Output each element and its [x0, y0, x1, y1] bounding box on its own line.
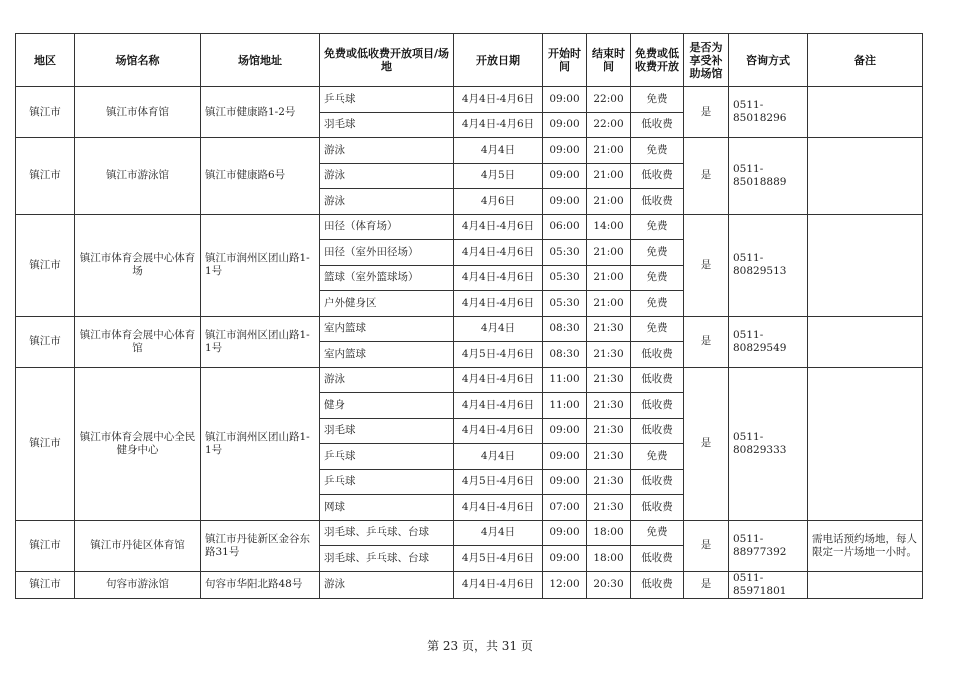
project-cell: 游泳 [320, 138, 454, 164]
note-cell [808, 571, 923, 598]
venue-table [15, 33, 923, 599]
region-cell: 镇江市 [16, 367, 75, 520]
fee-cell: 免费 [631, 265, 684, 291]
end-time-cell: 22:00 [587, 87, 631, 113]
fee-cell: 低收费 [631, 342, 684, 368]
subsidy-cell: 是 [684, 316, 729, 367]
project-cell: 游泳 [320, 367, 454, 393]
fee-cell: 低收费 [631, 571, 684, 598]
start-time-cell: 09:00 [543, 520, 587, 546]
project-cell: 羽毛球 [320, 112, 454, 138]
fee-cell: 低收费 [631, 367, 684, 393]
end-time-cell: 21:00 [587, 240, 631, 266]
fee-cell: 低收费 [631, 546, 684, 572]
venue-name-cell: 镇江市体育会展中心体育场 [75, 214, 201, 316]
contact-cell: 0511-80829333 [729, 367, 808, 520]
project-cell: 游泳 [320, 163, 454, 189]
project-cell: 乒乓球 [320, 87, 454, 113]
header-project: 免费或低收费开放项目/场地 [320, 34, 454, 87]
project-cell: 羽毛球、乒乓球、台球 [320, 546, 454, 572]
date-cell: 4月4日-4月6日 [454, 393, 543, 419]
venue-address-cell: 镇江市丹徒新区金谷东路31号 [201, 520, 320, 571]
date-cell: 4月4日 [454, 316, 543, 342]
date-cell: 4月4日-4月6日 [454, 367, 543, 393]
region-cell: 镇江市 [16, 214, 75, 316]
end-time-cell: 18:00 [587, 520, 631, 546]
date-cell: 4月4日 [454, 520, 543, 546]
header-row [16, 34, 923, 87]
end-time-cell: 21:00 [587, 291, 631, 317]
fee-cell: 免费 [631, 520, 684, 546]
end-time-cell: 21:30 [587, 316, 631, 342]
table-row [16, 571, 923, 598]
contact-cell: 0511-80829513 [729, 214, 808, 316]
fee-cell: 免费 [631, 316, 684, 342]
start-time-cell: 09:00 [543, 546, 587, 572]
fee-cell: 低收费 [631, 418, 684, 444]
start-time-cell: 09:00 [543, 138, 587, 164]
venue-address-cell: 镇江市润州区团山路1-1号 [201, 367, 320, 520]
contact-cell: 0511-85018296 [729, 87, 808, 138]
end-time-cell: 14:00 [587, 214, 631, 240]
end-time-cell: 21:00 [587, 163, 631, 189]
note-cell [808, 138, 923, 215]
venue-name-cell: 镇江市体育馆 [75, 87, 201, 138]
end-time-cell: 21:30 [587, 342, 631, 368]
venue-address-cell: 镇江市润州区团山路1-1号 [201, 214, 320, 316]
start-time-cell: 11:00 [543, 393, 587, 419]
table-row [16, 87, 923, 113]
start-time-cell: 06:00 [543, 214, 587, 240]
project-cell: 乒乓球 [320, 444, 454, 470]
venue-name-cell: 镇江市丹徒区体育馆 [75, 520, 201, 571]
start-time-cell: 05:30 [543, 240, 587, 266]
start-time-cell: 09:00 [543, 189, 587, 215]
end-time-cell: 21:30 [587, 393, 631, 419]
fee-cell: 免费 [631, 87, 684, 113]
fee-cell: 免费 [631, 291, 684, 317]
date-cell: 4月4日-4月6日 [454, 571, 543, 598]
header-start: 开始时间 [543, 34, 587, 87]
venue-address-cell: 镇江市润州区团山路1-1号 [201, 316, 320, 367]
start-time-cell: 07:00 [543, 495, 587, 521]
end-time-cell: 21:00 [587, 189, 631, 215]
end-time-cell: 21:00 [587, 138, 631, 164]
date-cell: 4月5日-4月6日 [454, 342, 543, 368]
end-time-cell: 21:00 [587, 265, 631, 291]
date-cell: 4月4日-4月6日 [454, 418, 543, 444]
header-end: 结束时间 [587, 34, 631, 87]
venue-name-cell: 镇江市体育会展中心全民健身中心 [75, 367, 201, 520]
header-region: 地区 [16, 34, 75, 87]
header-address: 场馆地址 [201, 34, 320, 87]
project-cell: 乒乓球 [320, 469, 454, 495]
start-time-cell: 09:00 [543, 418, 587, 444]
venue-name-cell: 镇江市游泳馆 [75, 138, 201, 215]
start-time-cell: 09:00 [543, 163, 587, 189]
table-row [16, 520, 923, 546]
date-cell: 4月4日-4月6日 [454, 240, 543, 266]
venue-address-cell: 镇江市健康路1-2号 [201, 87, 320, 138]
note-cell: 需电话预约场地，每人限定一片场地一小时。 [808, 520, 923, 571]
fee-cell: 低收费 [631, 393, 684, 419]
date-cell: 4月5日 [454, 163, 543, 189]
end-time-cell: 21:30 [587, 367, 631, 393]
project-cell: 羽毛球 [320, 418, 454, 444]
date-cell: 4月6日 [454, 189, 543, 215]
date-cell: 4月4日-4月6日 [454, 265, 543, 291]
header-venue: 场馆名称 [75, 34, 201, 87]
project-cell: 田径（体育场） [320, 214, 454, 240]
header-fee: 免费或低收费开放 [631, 34, 684, 87]
project-cell: 健身 [320, 393, 454, 419]
project-cell: 游泳 [320, 189, 454, 215]
table-row [16, 316, 923, 342]
start-time-cell: 09:00 [543, 112, 587, 138]
date-cell: 4月4日-4月6日 [454, 291, 543, 317]
date-cell: 4月4日 [454, 444, 543, 470]
end-time-cell: 18:00 [587, 546, 631, 572]
fee-cell: 低收费 [631, 469, 684, 495]
subsidy-cell: 是 [684, 571, 729, 598]
region-cell: 镇江市 [16, 87, 75, 138]
fee-cell: 免费 [631, 444, 684, 470]
venue-table-body [16, 87, 923, 599]
header-note: 备注 [808, 34, 923, 87]
subsidy-cell: 是 [684, 87, 729, 138]
region-cell: 镇江市 [16, 316, 75, 367]
fee-cell: 免费 [631, 214, 684, 240]
subsidy-cell: 是 [684, 520, 729, 571]
contact-cell: 0511-85971801 [729, 571, 808, 598]
table-row [16, 214, 923, 240]
region-cell: 镇江市 [16, 571, 75, 598]
start-time-cell: 09:00 [543, 87, 587, 113]
date-cell: 4月4日-4月6日 [454, 87, 543, 113]
page-footer: 第 23 页，共 31 页 [427, 639, 533, 653]
project-cell: 室内篮球 [320, 342, 454, 368]
end-time-cell: 21:30 [587, 418, 631, 444]
date-cell: 4月5日-4月6日 [454, 546, 543, 572]
start-time-cell: 05:30 [543, 265, 587, 291]
project-cell: 户外健身区 [320, 291, 454, 317]
start-time-cell: 09:00 [543, 444, 587, 470]
venue-name-cell: 镇江市体育会展中心体育馆 [75, 316, 201, 367]
contact-cell: 0511-80829549 [729, 316, 808, 367]
venue-name-cell: 句容市游泳馆 [75, 571, 201, 598]
region-cell: 镇江市 [16, 520, 75, 571]
subsidy-cell: 是 [684, 138, 729, 215]
start-time-cell: 08:30 [543, 342, 587, 368]
project-cell: 游泳 [320, 571, 454, 598]
note-cell [808, 214, 923, 316]
subsidy-cell: 是 [684, 367, 729, 520]
contact-cell: 0511-88977392 [729, 520, 808, 571]
start-time-cell: 09:00 [543, 469, 587, 495]
note-cell [808, 87, 923, 138]
date-cell: 4月4日-4月6日 [454, 112, 543, 138]
table-row [16, 367, 923, 393]
subsidy-cell: 是 [684, 214, 729, 316]
project-cell: 网球 [320, 495, 454, 521]
fee-cell: 低收费 [631, 495, 684, 521]
end-time-cell: 21:30 [587, 444, 631, 470]
table-row [16, 138, 923, 164]
fee-cell: 低收费 [631, 112, 684, 138]
project-cell: 室内篮球 [320, 316, 454, 342]
project-cell: 篮球（室外篮球场） [320, 265, 454, 291]
header-date: 开放日期 [454, 34, 543, 87]
fee-cell: 低收费 [631, 163, 684, 189]
end-time-cell: 21:30 [587, 469, 631, 495]
fee-cell: 低收费 [631, 189, 684, 215]
fee-cell: 免费 [631, 240, 684, 266]
venue-address-cell: 句容市华阳北路48号 [201, 571, 320, 598]
date-cell: 4月4日 [454, 138, 543, 164]
end-time-cell: 21:30 [587, 495, 631, 521]
fee-cell: 免费 [631, 138, 684, 164]
date-cell: 4月5日-4月6日 [454, 469, 543, 495]
header-subsidy: 是否为享受补助场馆 [684, 34, 729, 87]
region-cell: 镇江市 [16, 138, 75, 215]
end-time-cell: 22:00 [587, 112, 631, 138]
project-cell: 田径（室外田径场） [320, 240, 454, 266]
start-time-cell: 05:30 [543, 291, 587, 317]
start-time-cell: 08:30 [543, 316, 587, 342]
date-cell: 4月4日-4月6日 [454, 214, 543, 240]
venue-address-cell: 镇江市健康路6号 [201, 138, 320, 215]
start-time-cell: 12:00 [543, 571, 587, 598]
date-cell: 4月4日-4月6日 [454, 495, 543, 521]
note-cell [808, 316, 923, 367]
contact-cell: 0511-85018889 [729, 138, 808, 215]
end-time-cell: 20:30 [587, 571, 631, 598]
project-cell: 羽毛球、乒乓球、台球 [320, 520, 454, 546]
header-contact: 咨询方式 [729, 34, 808, 87]
start-time-cell: 11:00 [543, 367, 587, 393]
note-cell [808, 367, 923, 520]
